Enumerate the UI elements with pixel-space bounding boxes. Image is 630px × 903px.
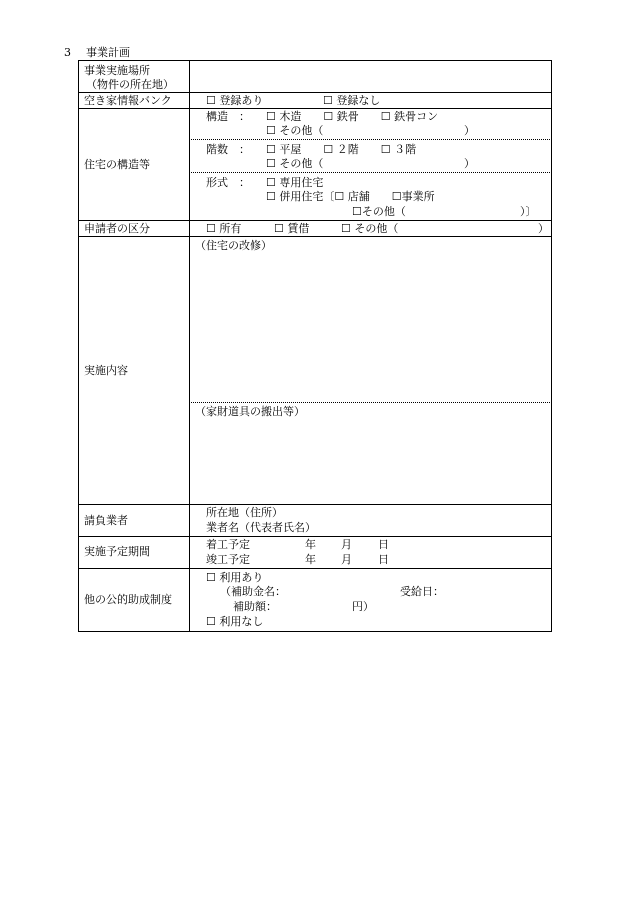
content-separator xyxy=(189,402,552,403)
subsidy-name: （補助金名： xyxy=(220,585,286,598)
section-title: 事業計画 xyxy=(86,46,130,59)
subsidy-received-date: 受給日： xyxy=(400,585,444,598)
period-start-day: 日 xyxy=(378,538,389,551)
row-line xyxy=(78,92,552,93)
keishiki-other-close: ）〕 xyxy=(520,205,537,218)
subsidy-label: 他の公的助成制度 xyxy=(84,593,172,606)
subsidy-not-used[interactable]: ☐ 利用なし xyxy=(206,615,264,628)
period-end-month: 月 xyxy=(341,553,352,566)
content-renovation-field[interactable] xyxy=(190,254,551,400)
contractor-label: 請負業者 xyxy=(84,514,128,527)
period-end-day: 日 xyxy=(378,553,389,566)
content-renovation-heading: （住宅の改修） xyxy=(195,239,272,252)
bank-label: 空き家情報バンク xyxy=(84,94,172,107)
applicant-rented[interactable]: ☐ 賃借 xyxy=(274,222,310,235)
bank-option-registered[interactable]: ☐ 登録あり xyxy=(206,94,264,107)
location-label-sub: （物件の所在地） xyxy=(86,78,174,91)
contractor-name: 業者名（代表者氏名） xyxy=(206,521,316,534)
structure-label: 住宅の構造等 xyxy=(84,158,150,171)
kozo-other[interactable]: ☐ その他（ xyxy=(266,124,324,137)
applicant-label: 申請者の区分 xyxy=(84,222,150,235)
period-start-year: 年 xyxy=(305,538,316,551)
row-line xyxy=(78,568,552,569)
contractor-address: 所在地（住所） xyxy=(206,506,283,519)
kaisu-options[interactable]: ☐ 平屋 ☐ ２階 ☐ ３階 xyxy=(266,143,417,156)
period-end-year: 年 xyxy=(305,553,316,566)
applicant-owned[interactable]: ☐ 所有 xyxy=(206,222,242,235)
bank-option-unregistered[interactable]: ☐ 登録なし xyxy=(323,94,381,107)
keishiki-other[interactable]: ☐その他（ xyxy=(352,205,406,218)
kaisu-other[interactable]: ☐ その他（ xyxy=(266,157,324,170)
kozo-label: 構造 ： xyxy=(206,110,250,123)
kaisu-label: 階数 ： xyxy=(206,143,250,156)
period-start-label: 着工予定 xyxy=(206,538,250,551)
location-field[interactable] xyxy=(190,61,551,92)
row-line xyxy=(78,504,552,505)
kozo-other-close: ） xyxy=(464,124,475,137)
subsidy-amount: 補助額： xyxy=(233,600,277,613)
keishiki-dedicated[interactable]: ☐ 専用住宅 xyxy=(266,176,324,189)
keishiki-label: 形式 ： xyxy=(206,176,250,189)
row-line xyxy=(78,220,552,221)
period-label: 実施予定期間 xyxy=(84,545,150,558)
content-removal-field[interactable] xyxy=(190,420,551,502)
applicant-other[interactable]: ☐ その他（ xyxy=(341,222,399,235)
content-label: 実施内容 xyxy=(84,364,128,377)
row-line xyxy=(78,536,552,537)
subsidy-yen: 円） xyxy=(352,600,374,613)
applicant-other-close: ） xyxy=(538,222,549,235)
subsidy-used[interactable]: ☐ 利用あり xyxy=(206,571,264,584)
kaisu-other-close: ） xyxy=(464,157,475,170)
keishiki-combined[interactable]: ☐ 併用住宅〔☐ 店舗 ☐事業所 xyxy=(266,190,435,203)
kozo-options[interactable]: ☐ 木造 ☐ 鉄骨 ☐ 鉄骨コン xyxy=(266,110,439,123)
period-end-label: 竣工予定 xyxy=(206,553,250,566)
row-line xyxy=(78,236,552,237)
section-number: 3 xyxy=(64,46,71,59)
structure-separator xyxy=(189,139,552,140)
row-line xyxy=(78,108,552,109)
period-start-month: 月 xyxy=(341,538,352,551)
location-label: 事業実施場所 xyxy=(84,64,150,77)
content-removal-heading: （家財道具の搬出等） xyxy=(195,405,305,418)
structure-separator xyxy=(189,172,552,173)
